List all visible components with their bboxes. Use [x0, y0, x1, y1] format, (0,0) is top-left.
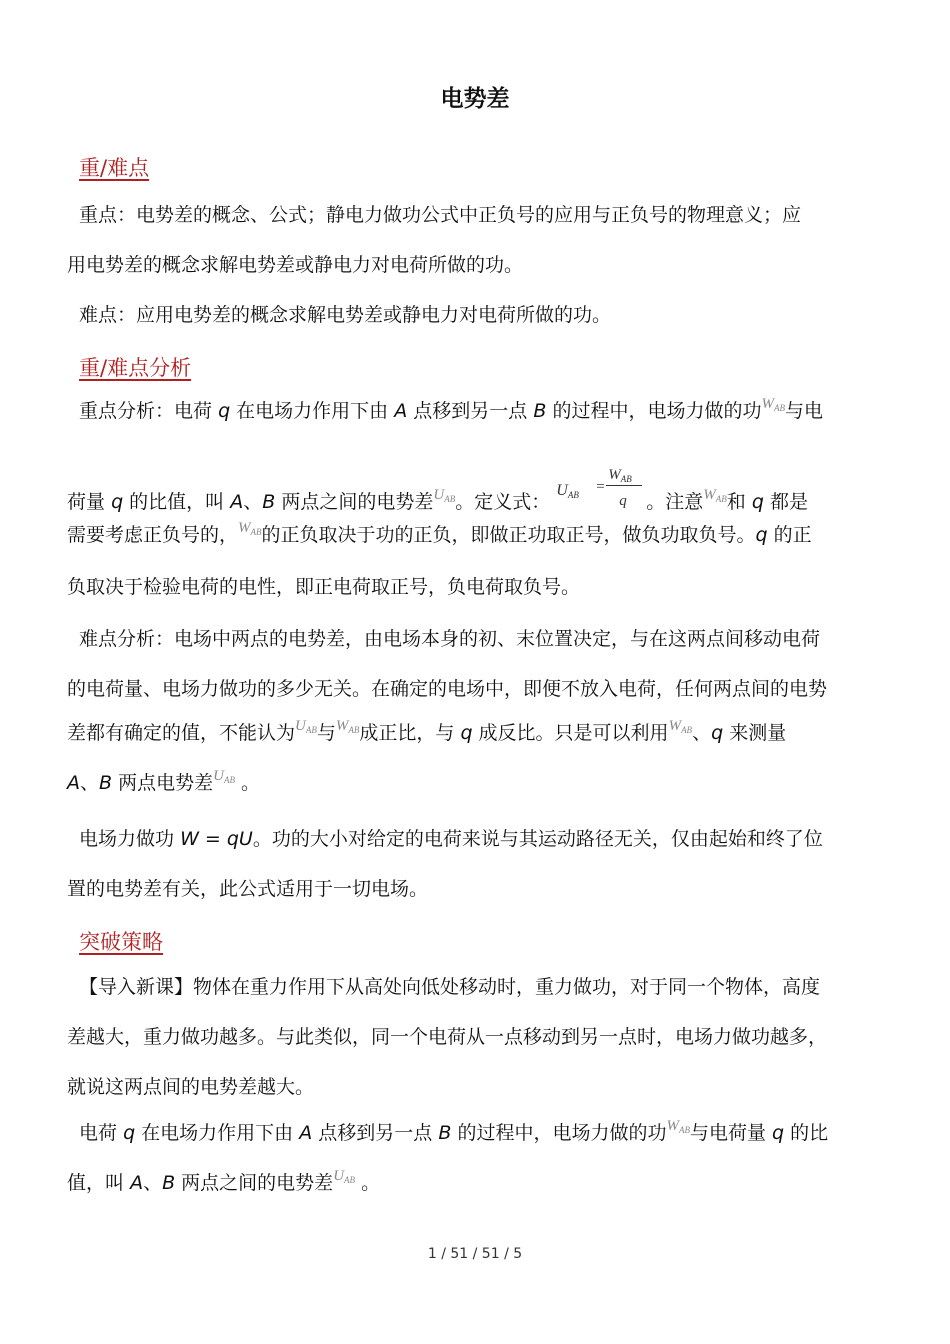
difficulty-analysis-line-2: 的电荷量、电场力做功的多少无关。在确定的电场中，即便不放入电荷，任何两点间的电势 [67, 678, 828, 700]
analysis-line-4: 负取决于检验电荷的电性，即正电荷取正号，负电荷取负号。 [67, 576, 581, 598]
analysis-line-3: 需要考虑正负号的，$^{W_{AB}}$的正负取决于功的正负，即做正功取正号，做负功取负号。q 的正 [67, 520, 812, 546]
section-heading-strategy: 突破策略 [79, 930, 163, 954]
analysis-line-1: 重点分析：电荷 q 在电场力作用下由 A 点移到另一点 B 的过程中，电场力做的功$^{W_{AB}}$与电 [79, 396, 823, 422]
key-point-line-1: 重点：电势差的概念、公式；静电力做功公式中正负号的应用与正负号的物理意义；应 [79, 204, 802, 226]
definition-line-2: 值，叫 A、B 两点之间的电势差$^{U_{AB}}$ 。 [67, 1168, 381, 1194]
page-title: 电势差 [440, 86, 510, 112]
work-formula-line-2: 置的电势差有关，此公式适用于一切电场。 [67, 878, 429, 900]
definition-line-1: 电荷 q 在电场力作用下由 A 点移到另一点 B 的过程中，电场力做的功$^{W_{AB}}$与电荷量 q 的比 [79, 1118, 829, 1144]
key-point-line-2: 用电势差的概念求解电势差或静电力对电荷所做的功。 [67, 254, 524, 276]
difficulty-line: 难点：应用电势差的概念求解电势差或静电力对电荷所做的功。 [79, 304, 612, 326]
intro-line-1: 【导入新课】物体在重力作用下从高处向低处移动时，重力做功，对于同一个物体，高度 [79, 976, 821, 998]
definition-formula: $U_{AB}$ = $W_{AB}$ q [556, 470, 646, 516]
w-ab-symbol: WAB [761, 396, 785, 413]
section-heading-analysis: 重/难点分析 [79, 356, 192, 380]
difficulty-analysis-line-4: A、B 两点电势差$^{U_{AB}}$ 。 [67, 768, 261, 794]
intro-line-3: 就说这两点间的电势差越大。 [67, 1076, 315, 1098]
intro-line-2: 差越大，重力做功越多。与此类似，同一个电荷从一点移动到另一点时，电场力做功越多， [67, 1026, 828, 1048]
section-heading-key-points: 重/难点 [79, 156, 150, 180]
fraction-bar [606, 485, 642, 486]
u-ab-symbol: UAB [433, 487, 456, 504]
page-number-footer: 1 / 51 / 51 / 5 [427, 1246, 523, 1262]
difficulty-analysis-line-3: 差都有确定的值，不能认为$^{U_{AB}}$与$^{W_{AB}}$成正比，与 q 成反比。只是可以利用$^{W_{AB}}$、q 来测量 [67, 718, 787, 744]
work-formula-line-1: 电场力做功 W = qU。功的大小对给定的电荷来说与其运动路径无关，仅由起始和终了位 [79, 828, 823, 850]
difficulty-analysis-line-1: 难点分析：电场中两点的电势差，由电场本身的初、末位置决定，与在这两点间移动电荷 [79, 628, 821, 650]
analysis-line-2: 荷量 q 的比值，叫 A、B 两点之间的电势差$^{U_{AB}}$。定义式： $U_{AB}$ = $W_{AB}$ q 。注意$^{W_{AB}}$和 q 都是 [67, 470, 808, 521]
